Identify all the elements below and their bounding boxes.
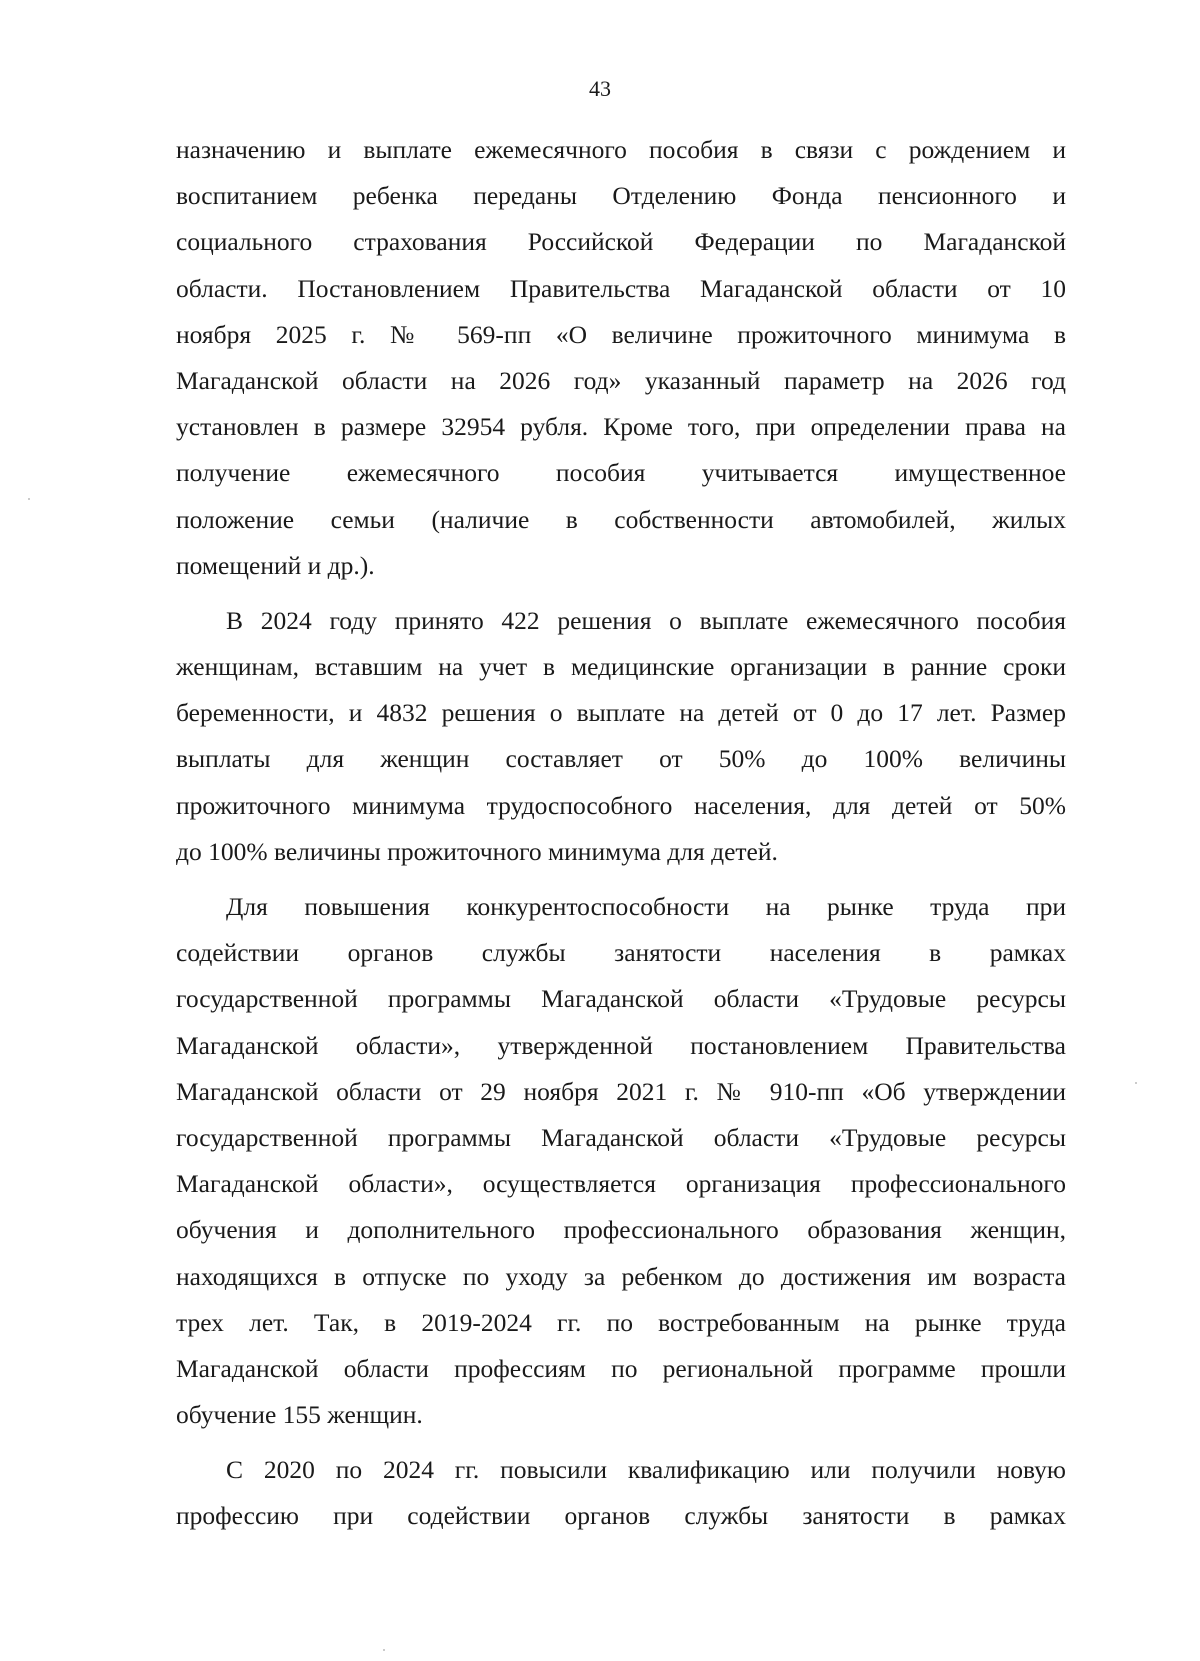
text-line: обучения и дополнительного профессионального образования женщин, [176, 1215, 1066, 1245]
text-line: государственной программы Магаданской области «Трудовые ресурсы [176, 1122, 1066, 1152]
text-line: находящихся в отпуске по уходу за ребенком до достижения им возраста [176, 1261, 1066, 1291]
text-line: до 100% величины прожиточного минимума для детей. [176, 836, 778, 866]
text-line: Магаданской области профессиям по региональной программе прошли [176, 1353, 1066, 1383]
text-line: назначению и выплате ежемесячного пособия в связи с рождением и [176, 135, 1066, 164]
paragraph-gap [176, 1438, 1066, 1447]
paragraph [176, 1447, 1066, 1539]
text-line: государственной программы Магаданской области «Трудовые ресурсы [176, 984, 1066, 1014]
text-line: Магаданской области на 2026 год» указанный параметр на 2026 год [176, 365, 1066, 395]
text-line: беременности, и 4832 решения о выплате на детей от 0 до 17 лет. Размер [176, 698, 1066, 728]
text-line: установлен в размере 32954 рубля. Кроме того, при определении права на [176, 412, 1066, 442]
text-line: обучение 155 женщин. [176, 1400, 423, 1430]
paragraph [176, 884, 1066, 1438]
text-line: области. Постановлением Правительства Магаданской области от 10 [176, 273, 1066, 303]
text-line: Для повышения конкурентоспособности на рынке труда при [226, 892, 1066, 921]
text-line: профессию при содействии органов службы занятости в рамках [176, 1501, 1066, 1531]
text-line: социального страхования Российской Федерации по Магаданской [176, 227, 1066, 257]
scan-speck [28, 498, 30, 500]
text-line: воспитанием ребенка переданы Отделению Фонда пенсионного и [176, 181, 1066, 211]
text-line: положение семьи (наличие в собственности автомобилей, жилых [176, 504, 1066, 534]
paragraph [176, 127, 1066, 589]
text-line: В 2024 году принято 422 решения о выплате ежемесячного пособия [226, 605, 1066, 635]
text-line: ноября 2025 г. № 569-пп «О величине прожиточного минимума в [176, 319, 1066, 349]
text-line: получение ежемесячного пособия учитывается имущественное [176, 458, 1066, 488]
text-line: помещений и др.). [176, 550, 375, 580]
paragraph-gap [176, 589, 1066, 598]
scan-speck [383, 1649, 385, 1651]
text-line: выплаты для женщин составляет от 50% до 100% величины [176, 744, 1066, 774]
text-line: содействии органов службы занятости населения в рамках [176, 938, 1066, 968]
text-line: трех лет. Так, в 2019-2024 гг. по востребованным на рынке труда [176, 1307, 1066, 1337]
paragraph-gap [176, 875, 1066, 884]
text-line: С 2020 по 2024 гг. повысили квалификацию или получили новую [226, 1455, 1066, 1485]
text-line: Магаданской области от 29 ноября 2021 г. № 910-пп «Об утверждении [176, 1076, 1066, 1106]
page-number: 43 [589, 76, 611, 101]
paragraph [176, 598, 1066, 875]
text-line: Магаданской области», утвержденной постановлением Правительства [176, 1030, 1066, 1060]
scan-speck [1135, 1082, 1137, 1084]
document-body [176, 127, 1066, 1540]
text-line: прожиточного минимума трудоспособного населения, для детей от 50% [176, 790, 1066, 820]
text-line: Магаданской области», осуществляется организация профессионального [176, 1169, 1066, 1199]
text-line: женщинам, вставшим на учет в медицинские организации в ранние сроки [176, 652, 1066, 682]
